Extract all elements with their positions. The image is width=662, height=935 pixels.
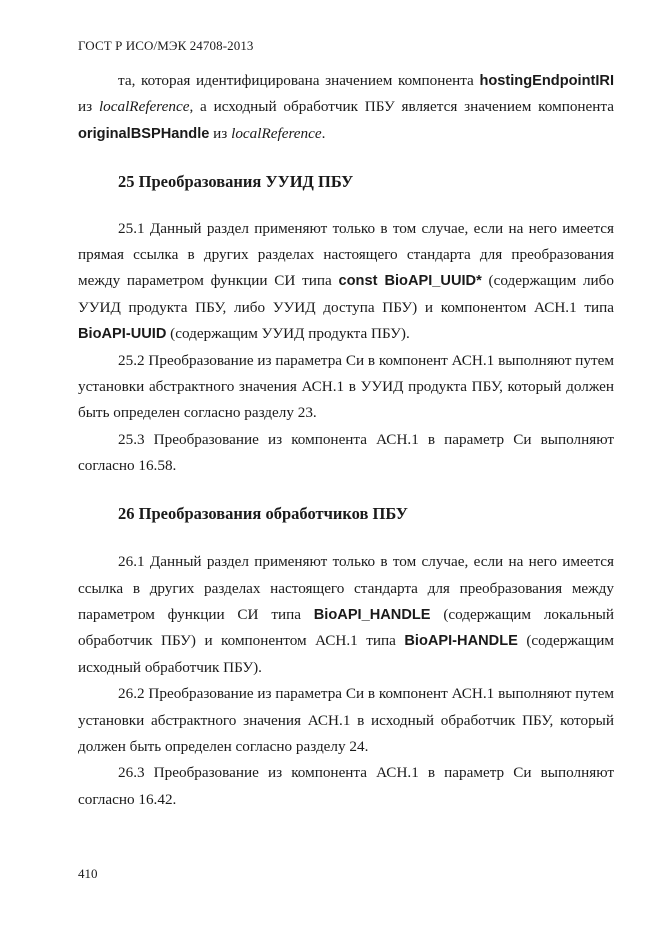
p26-1-text-2: (содержащим локальный обработчик ПБУ) и компонентом АСН.1 типа — [78, 605, 614, 650]
paragraph-25-1 — [78, 216, 614, 348]
paragraph-26-1 — [78, 549, 614, 681]
code-original-bsp-handle: originalBSPHandle — [78, 125, 210, 142]
paragraph-26-3: 26.3 Преобразование из компонента АСН.1 в параметр Си выполняют согласно 16.42. — [78, 764, 614, 808]
paragraph-26-2: 26.2 Преобразование из параметра Си в компонент АСН.1 выполняют путем установки абстрактного значения АСН.1 в исходный обработчик ПБУ, который должен быть определен согласно разделу 24. — [78, 685, 614, 755]
code-const-bioapi-uuid: const BioAPI_UUID* — [338, 273, 482, 290]
intro-text-4: из — [209, 124, 232, 142]
code-bioapi-uuid-asn: BioAPI-UUID — [78, 326, 167, 343]
italic-local-reference-2: localReference — [231, 124, 322, 142]
paragraph-25-3: 25.3 Преобразование из компонента АСН.1 в параметр Си выполняют согласно 16.58. — [78, 430, 614, 475]
code-bioapi-handle-asn: BioAPI-HANDLE — [404, 633, 518, 650]
section-26-heading: 26 Преобразования обработчиков ПБУ — [118, 503, 408, 523]
intro-paragraph — [78, 68, 614, 147]
page-body — [78, 68, 614, 813]
intro-text-3: , а исходный обработчик ПБУ является значением компонента — [189, 98, 614, 116]
page-number: 410 — [78, 866, 98, 881]
p25-1-text-1: 25.1 Данный раздел применяют только в том случае, если на него имеется прямая ссылка в других разделах настоящего стандарта для преобразования между параметром функции СИ типа — [78, 219, 614, 290]
intro-text-1: та, которая идентифицирована значением компонента — [118, 72, 480, 89]
p26-1-text-1: 26.1 Данный раздел применяют только в том случае, если на него имеется ссылка в других разделах настоящего стандарта для преобразования между параметром функции СИ типа — [78, 553, 614, 623]
italic-local-reference: localReference — [98, 98, 190, 116]
section-25-heading: 25 Преобразования УУИД ПБУ — [118, 172, 354, 192]
intro-text-2: из — [78, 98, 99, 116]
p25-1-text-2: (содержащим либо УУИД продукта ПБУ, либо УУИД доступа ПБУ) и компонентом АСН.1 типа — [78, 272, 615, 316]
paragraph-25-2: 25.2 Преобразование из параметра Си в компонент АСН.1 выполняют путем установки абстрактного значения АСН.1 в УУИД продукта ПБУ, который должен быть определен согласно разделу 23. — [78, 351, 614, 422]
standard-header: ГОСТ Р ИСО/МЭК 24708-2013 — [78, 38, 254, 53]
code-bioapi-handle: BioAPI_HANDLE — [313, 606, 431, 623]
intro-text-5: . — [321, 124, 326, 142]
p26-1-text-3: (содержащим исходный обработчик ПБУ). — [78, 632, 615, 676]
p25-1-text-3: (содержащим УУИД продукта ПБУ). — [166, 325, 410, 343]
code-hosting-endpoint: hostingEndpointIRI — [479, 73, 614, 89]
